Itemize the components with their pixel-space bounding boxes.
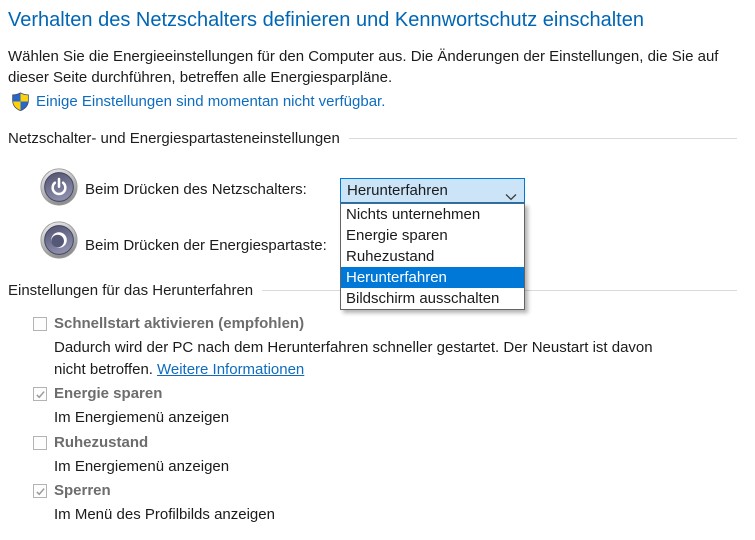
checkmark-icon — [35, 389, 46, 400]
dropdown-option[interactable]: Bildschirm ausschalten — [346, 290, 500, 307]
sleep-menu-setting — [33, 385, 229, 429]
section-divider-line — [349, 138, 737, 139]
lock-menu-setting — [33, 482, 275, 526]
power-button-icon — [40, 168, 78, 211]
hibernate-description: Im Energiemenü anzeigen — [54, 458, 230, 475]
lock-checkbox[interactable] — [33, 484, 47, 498]
page-title: Verhalten des Netzschalters definieren und Kennwortschutz einschalten — [8, 9, 644, 31]
fast-startup-setting — [33, 315, 686, 381]
dropdown-option[interactable]: Energie sparen — [346, 227, 448, 244]
sleep-button-icon — [40, 221, 78, 264]
lock-description: Im Menü des Profilbilds anzeigen — [54, 506, 275, 523]
sleep-description: Im Energiemenü anzeigen — [54, 409, 230, 426]
hibernate-menu-setting — [33, 434, 229, 478]
page-description: Wählen Sie die Energieeinstellungen für den Computer aus. Die Änderungen der Einstellungen, die Sie auf dieser Seite durchführen, betreffen alle Energiesparpläne. — [8, 48, 719, 86]
power-action-dropdown-list — [340, 203, 525, 310]
hibernate-checkbox[interactable] — [33, 436, 47, 450]
fast-startup-checkbox[interactable] — [33, 317, 47, 331]
admin-elevation-row — [12, 91, 385, 111]
lock-label: Sperren — [54, 482, 111, 499]
uac-shield-icon — [12, 92, 29, 111]
combobox-value: Herunterfahren — [347, 182, 448, 199]
section-heading-text: Netzschalter- und Energiespartasteneinstellungen — [8, 130, 340, 147]
more-info-link[interactable]: Weitere Informationen — [156, 361, 305, 378]
sleep-checkbox[interactable] — [33, 387, 47, 401]
unavailable-settings-link[interactable]: Einige Einstellungen sind momentan nicht verfügbar. — [36, 92, 386, 110]
sleep-button-label: Beim Drücken der Energiespartaste: — [85, 237, 327, 254]
section-heading-text: Einstellungen für das Herunterfahren — [8, 282, 254, 299]
dropdown-option-selected[interactable]: Herunterfahren — [341, 267, 524, 288]
dropdown-option[interactable]: Ruhezustand — [346, 248, 435, 265]
dropdown-option[interactable]: Nichts unternehmen — [346, 206, 481, 223]
checkmark-icon — [35, 486, 46, 497]
fast-startup-label: Schnellstart aktivieren (empfohlen) — [54, 315, 305, 332]
fast-startup-description: Dadurch wird der PC nach dem Herunterfahren schneller gestartet. Der Neustart ist davon nicht betroffen. Weitere Informationen — [54, 339, 653, 378]
hibernate-label: Ruhezustand — [54, 434, 149, 451]
power-button-label: Beim Drücken des Netzschalters: — [85, 181, 307, 198]
power-action-combobox[interactable] — [340, 178, 525, 203]
sleep-label: Energie sparen — [54, 385, 163, 402]
section-header-button-settings — [8, 130, 737, 147]
